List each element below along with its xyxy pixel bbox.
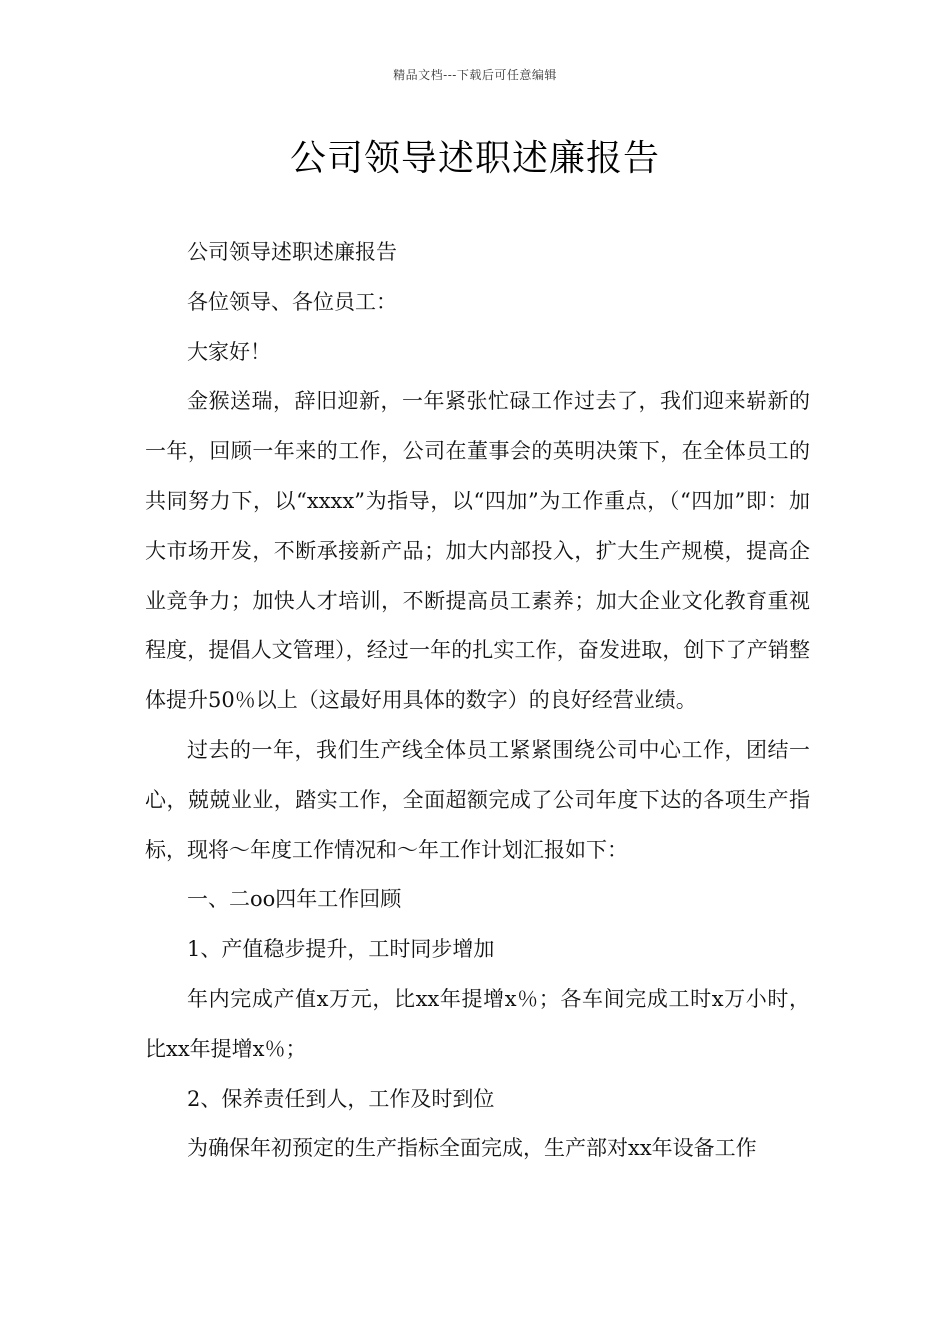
document-body (145, 228, 810, 1174)
paragraph: 大家好！ (187, 339, 271, 364)
paragraph: 为确保年初预定的生产指标全面完成，生产部对xx年设备工作 (187, 1136, 757, 1161)
section-heading: 一、二oo四年工作回顾 (187, 887, 402, 912)
subsection-heading: 2、保养责任到人，工作及时到位 (187, 1086, 495, 1111)
header-note: 精品文档---下载后可任意编辑 (393, 68, 557, 82)
subsection-heading: 1、产值稳步提升，工时同步增加 (187, 937, 495, 962)
paragraph: 公司领导述职述廉报告 (187, 240, 397, 264)
paragraph: 年内完成产值x万元，比xx年提增x％；各车间完成工时x万小时，比xx年提增x％； (145, 986, 810, 1061)
paragraph: 金猴送瑞，辞旧迎新，一年紧张忙碌工作过去了，我们迎来崭新的一年，回顾一年来的工作，公司在董事会的英明决策下，在全体员工的共同努力下，以“xxxx”为指导，以“四加”为工作重点，（“四加”即：加大市场开发，不断承接新产品；加大内部投入，扩大生产规模，提高企业竞争力；加快人才培训，不断提高员工素养；加大企业文化教育重视程度，提倡人文管理），经过一年的扎实工作，奋发进取，创下了产销整体提升50％以上（这最好用具体的数字）的良好经营业绩。 (145, 389, 810, 713)
paragraph: 各位领导、各位员工： (187, 289, 397, 314)
document-title: 公司领导述职述廉报告 (289, 138, 660, 179)
paragraph: 过去的一年，我们生产线全体员工紧紧围绕公司中心工作，团结一心，兢兢业业，踏实工作，全面超额完成了公司年度下达的各项生产指标，现将～年度工作情况和～年工作计划汇报如下： (145, 737, 810, 862)
